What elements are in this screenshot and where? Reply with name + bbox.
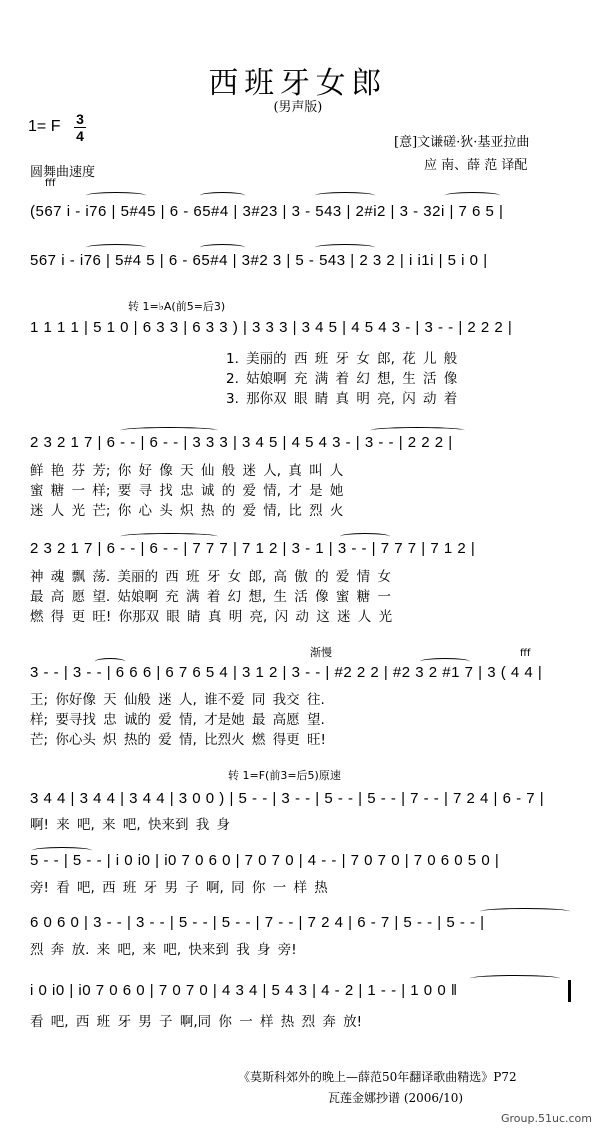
notation-line-10: i 0 i0 | i0 7 0 6 0 | 7 0 7 0 | 4 3 4 | 5 4 3 | 4 - 2 | 1 - - | 1 0 0 ‖	[30, 982, 458, 999]
key-signature: 1= F	[28, 118, 61, 135]
translator-credit: 应 南、薛 范 译配	[424, 158, 528, 173]
meter-bottom: 4	[76, 128, 84, 144]
slur-mark	[200, 244, 245, 251]
notation-line-2: 567 i - i76 | 5#4 5 | 6 - 65#4 | 3#2 3 | 5 - 543 | 2 3 2 | i i1i | 5 i 0 |	[30, 252, 488, 269]
tie-mark	[370, 427, 465, 434]
slur-mark	[200, 192, 245, 199]
tie-mark	[120, 533, 218, 540]
notation-line-5: 2 3 2 1 7 | 6 - - | 6 - - | 7 7 7 | 7 1 2 | 3 - 1 | 3 - - | 7 7 7 | 7 1 2 |	[30, 540, 476, 557]
lyric-verse-3: 燃 得 更 旺! 你那双 眼 睛 真 明 亮, 闪 动 这 迷 人 光	[30, 609, 393, 625]
lyric-line: 烈 奔 放. 来 吧, 来 吧, 快来到 我 身 旁!	[30, 942, 297, 958]
lyric-line: 旁! 看 吧, 西 班 牙 男 子 啊, 同 你 一 样 热	[30, 880, 328, 896]
slur-mark	[86, 244, 146, 251]
lyric-verse-3: 3. 那你双 眼 睛 真 明 亮, 闪 动 着	[226, 391, 458, 407]
notation-line-4: 2 3 2 1 7 | 6 - - | 6 - - | 3 3 3 | 3 4 5 | 4 5 4 3 - | 3 - - | 2 2 2 |	[30, 434, 453, 451]
modulation-marker: 转 1=♭A(前5=后3)	[128, 300, 226, 313]
lyric-verse-2: 样; 要寻找 忠 诚的 爱 情, 才是她 最 高愿 望.	[30, 712, 325, 728]
lyric-verse-1: 王; 你好像 天 仙般 迷 人, 谁不爱 同 我交 往.	[30, 692, 325, 708]
notation-line-8: 5 - - | 5 - - | i 0 i0 | i0 7 0 6 0 | 7 0 7 0 | 4 - - | 7 0 7 0 | 7 0 6 0 5 0 |	[30, 852, 500, 869]
lyric-line: 看 吧, 西 班 牙 男 子 啊,同 你 一 样 热 烈 奔 放!	[30, 1014, 363, 1030]
tie-mark	[120, 427, 218, 434]
final-barline	[568, 980, 571, 1002]
slur-mark	[315, 192, 375, 199]
time-signature	[74, 112, 86, 143]
lyric-verse-2: 2. 姑娘啊 充 满 着 幻 想, 生 活 像	[226, 371, 458, 387]
lyric-verse-2: 蜜 糖 一 样; 要 寻 找 忠 诚 的 爱 情, 才 是 她	[30, 483, 344, 499]
ritardando-marker: 渐慢	[310, 646, 332, 659]
notation-line-9: 6 0 6 0 | 3 - - | 3 - - | 5 - - | 5 - - | 7 - - | 7 2 4 | 6 - 7 | 5 - - | 5 - - |	[30, 914, 485, 931]
notation-line-6: 3 - - | 3 - - | 6 6 6 | 6 7 6 5 4 | 3 1 2 | 3 - - | #2 2 2 | #2 3 2 #1 7 | 3 ( 4 4 |	[30, 664, 543, 681]
transcriber-credit: 瓦莲金娜抄谱 (2006/10)	[328, 1091, 464, 1105]
dynamic-marking: fff	[45, 178, 56, 189]
watermark-text: Group.51uc.com	[501, 1112, 592, 1125]
song-subtitle: (男声版)	[273, 100, 323, 115]
lyric-verse-3: 迷 人 光 芒; 你 心 头 炽 热 的 爱 情, 比 烈 火	[30, 503, 344, 519]
slur-mark	[445, 192, 500, 199]
lyric-verse-1: 神 魂 飘 荡. 美丽的 西 班 牙 女 郎, 高 傲 的 爱 情 女	[30, 569, 391, 585]
composer-credit: [意]文谦磋·狄·基亚拉曲	[394, 135, 530, 150]
slur-mark	[340, 533, 390, 540]
notation-line-1: (567 i - i76 | 5#45 | 6 - 65#4 | 3#23 | 3 - 543 | 2#i2 | 3 - 32i | 7 6 5 |	[30, 203, 504, 220]
dynamic-marking: fff	[520, 648, 531, 659]
notation-line-3: 1 1 1 1 | 5 1 0 | 6 3 3 | 6 3 3 ) | 3 3 3 | 3 4 5 | 4 5 4 3 - | 3 - - | 2 2 2 |	[30, 319, 513, 336]
tempo-marking: 圆舞曲速度	[30, 165, 96, 180]
lyric-verse-2: 最 高 愿 望. 姑娘啊 充 满 着 幻 想, 生 活 像 蜜 糖 一	[30, 589, 391, 605]
source-citation: 《莫斯科郊外的晚上—薛范50年翻译歌曲精选》P72	[238, 1070, 517, 1084]
meter-top: 3	[76, 111, 84, 127]
modulation-marker: 转 1=F(前3=后5)原速	[228, 769, 341, 782]
notation-line-7: 3 4 4 | 3 4 4 | 3 4 4 | 3 0 0 ) | 5 - - | 3 - - | 5 - - | 5 - - | 7 - - | 7 2 4 | 6 - 7 |	[30, 790, 545, 807]
tie-mark	[470, 975, 560, 982]
lyric-line: 啊! 来 吧, 来 吧, 快来到 我 身	[30, 817, 231, 833]
lyric-verse-3: 芒; 你心头 炽 热的 爱 情, 比烈火 燃 得更 旺!	[30, 732, 326, 748]
lyric-verse-1: 1. 美丽的 西 班 牙 女 郎, 花 儿 般	[226, 351, 458, 367]
song-title: 西班牙女郎	[208, 66, 388, 101]
lyric-verse-1: 鲜 艳 芬 芳; 你 好 像 天 仙 般 迷 人, 真 叫 人	[30, 463, 344, 479]
slur-mark	[315, 244, 375, 251]
slur-mark	[86, 192, 146, 199]
tie-mark	[480, 908, 570, 915]
